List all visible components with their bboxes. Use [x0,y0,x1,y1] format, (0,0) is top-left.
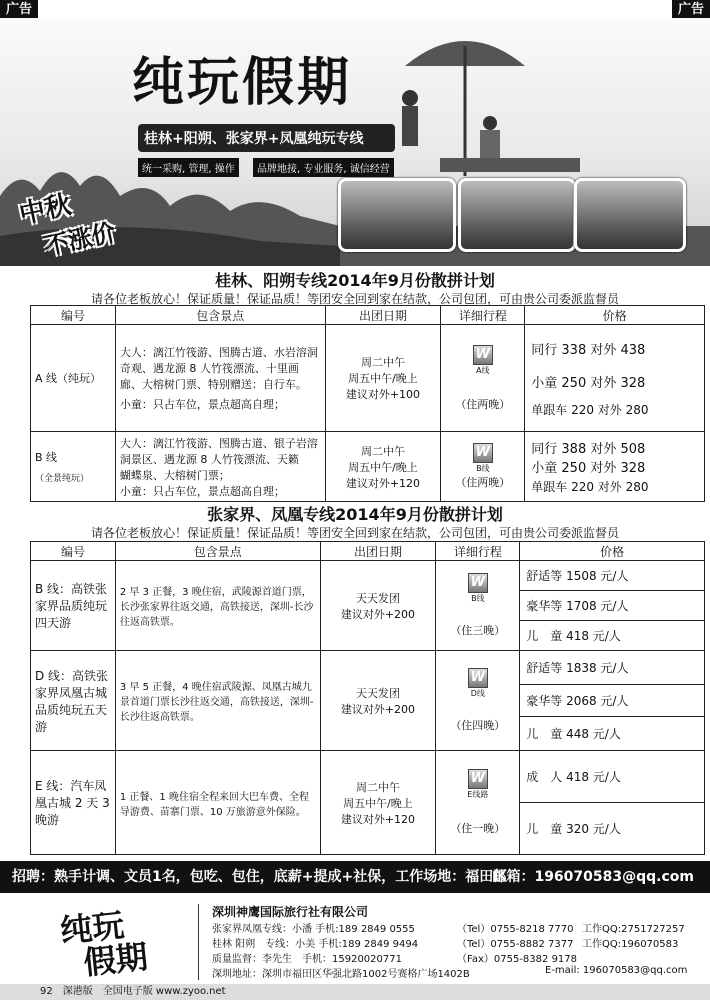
itinerary-doc[interactable]: W E线路 （住一晚） [436,751,520,855]
route-code: D 线：高铁张家界凤凰古城品质纯玩五天游 [31,651,116,751]
word-doc-icon[interactable]: W [473,345,493,365]
route-price: 儿 童 448 元/人 [520,717,705,751]
route-price: 同行 388 对外 508 小童 250 对外 328 单跟车 220 对外 280 [525,432,705,502]
agency-name: 深圳神鹰国际旅行社有限公司 [212,905,369,919]
route-code: B 线 （全景纯玩） [31,432,116,502]
route-code: A 线（纯玩） [31,325,116,432]
guilin-title: 桂林、阳朔专线2014年9月份散拼计划 [215,271,495,290]
route-dates: 周二中午 周五中午/晚上 建议对外+100 [325,325,441,432]
photo-1 [338,178,456,252]
route-dates: 周二中午 周五中午/晚上 建议对外+120 [320,751,436,855]
route-spots: 1 正餐、1 晚住宿全程来回大巴车费、全程导游费、苗寨门票、10 万旅游意外保险。 [115,751,320,855]
brand-title: 纯玩假期 [132,53,353,113]
route-spots: 大人：漓江竹筏游、图腾古道、水岩溶洞奇观、遇龙源 8 人竹筏漂流、十里画廊、大榕树门票、特别赠送：自行车。 小童：只占车位，景点超高自理； [115,325,325,432]
table-row [31,751,705,803]
itinerary-doc[interactable]: W A线 （住两晚） [441,325,525,432]
table-row [31,651,705,685]
word-doc-icon[interactable]: W [468,668,488,688]
slogan-2: 品牌地接, 专业服务, 诚信经营 [253,158,394,177]
guilin-notice: 请各位老板放心！保证质量！保证品质！等团安全回到家在结款，公司包团，可由贵公司委派监督员 [90,292,619,306]
footer-brand: 纯玩 假期 [58,905,150,983]
itinerary-doc[interactable]: W B线 （住三晚） [436,561,520,651]
raft-people-icon [380,78,580,188]
route-spots: 3 早 5 正餐，4 晚住宿武陵源、凤凰古城九景首道门票长沙往返交通，高铁接送，深圳-长沙往返高铁票。 [115,651,320,751]
page-footer: 92 深港版 全国电子版 www.zyoo.net [0,984,710,1000]
route-dates: 周二中午 周五中午/晚上 建议对外+120 [325,432,441,502]
recruit-email: 邮箱：196070583@qq.com [492,869,694,885]
route-price: 成 人 418 元/人 [520,751,705,803]
slogan-1: 统一采购, 管理, 操作 [138,158,239,177]
route-price: 豪华等 2068 元/人 [520,685,705,717]
route-code: B 线：高铁张家界品质纯玩四天游 [31,561,116,651]
ad-tag-left: 广告 [0,0,38,20]
recruit-text: 招聘：熟手计调、文员1名，包吃、包住，底薪+提成+社保，工作场地：福田区 [12,869,508,885]
itinerary-doc[interactable]: W D线 （住四晚） [436,651,520,751]
zjj-table [30,541,705,855]
table-header: 编号 包含景点 出团日期 详细行程 价格 [31,542,705,561]
route-banner: 桂林+阳朔、张家界+凤凰纯玩专线 [138,124,395,152]
table-header: 编号 包含景点 出团日期 详细行程 价格 [31,306,705,325]
route-price: 同行 338 对外 438 小童 250 对外 328 单跟车 220 对外 280 [525,325,705,432]
table-row [31,561,705,591]
route-spots: 大人：漓江竹筏游、图腾古道、银子岩溶洞景区、遇龙源 8 人竹筏漂流、天籁 蝴蝶泉、大榕树门票； 小童：只占车位，景点超高自理； [115,432,325,502]
table-row [31,325,705,432]
word-doc-icon[interactable]: W [468,769,488,789]
recruit-bar [0,861,710,893]
word-doc-icon[interactable]: W [473,443,493,463]
guilin-table [30,305,705,502]
footer-divider [198,904,199,980]
route-price: 儿 童 320 元/人 [520,803,705,855]
route-price: 舒适等 1838 元/人 [520,651,705,685]
zjj-notice: 请各位老板放心！保证质量！保证品质！等团安全回到家在结款，公司包团，可由贵公司委派监督员 [90,526,619,540]
itinerary-doc[interactable]: W B线 （住两晚） [441,432,525,502]
word-doc-icon[interactable]: W [468,573,488,593]
banner [0,18,710,266]
mid-autumn-badge: 中秋 不涨价 [16,189,119,261]
route-price: 豪华等 1708 元/人 [520,591,705,621]
table-row [31,432,705,502]
ad-tag-right: 广告 [672,0,710,20]
zjj-title: 张家界、凤凰专线2014年9月份散拼计划 [207,505,503,524]
photo-2 [458,178,576,252]
route-dates: 天天发团 建议对外+200 [320,651,436,751]
route-price: 舒适等 1508 元/人 [520,561,705,591]
route-code: E 线：汽车凤凰古城 2 天 3 晚游 [31,751,116,855]
photo-3 [574,178,686,252]
route-price: 儿 童 418 元/人 [520,621,705,651]
route-dates: 天天发团 建议对外+200 [320,561,436,651]
route-spots: 2 早 3 正餐，3 晚住宿，武陵源首道门票，长沙张家界往返交通，高铁接送，深圳-长沙往返高铁票。 [115,561,320,651]
